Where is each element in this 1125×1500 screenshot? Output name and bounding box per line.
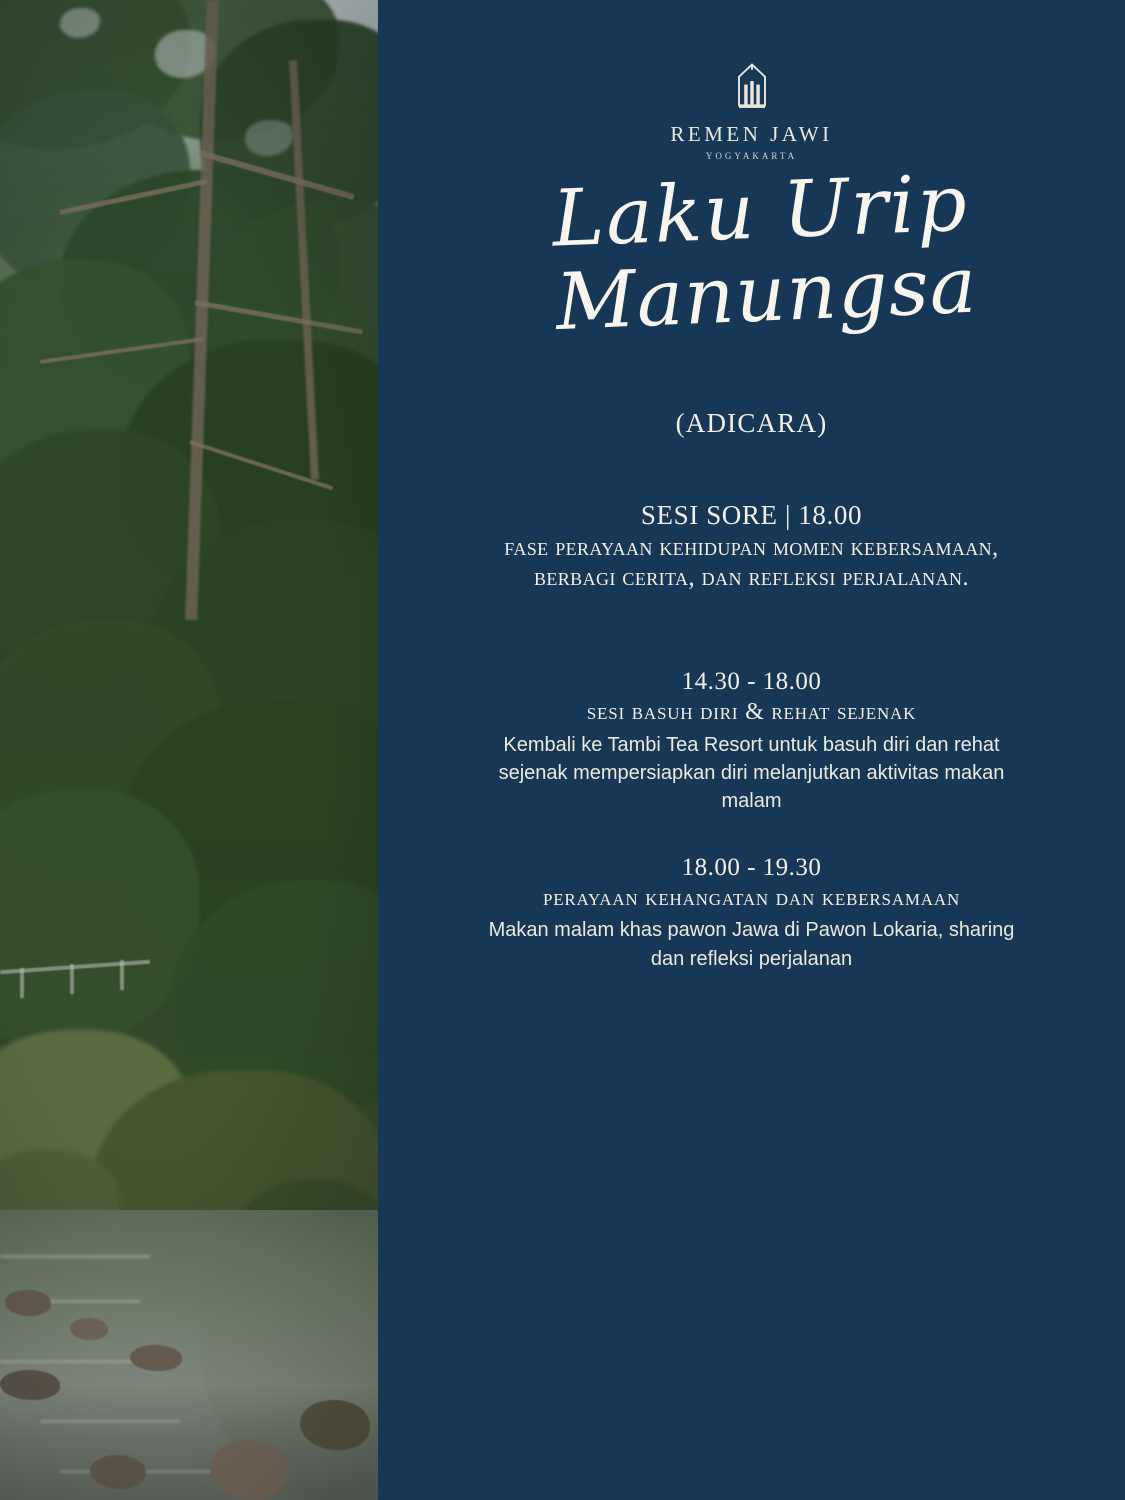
session-block [378, 500, 1125, 592]
list-item [486, 854, 1017, 973]
session-description: fase perayaan kehidupan momen kebersamaan, berbagi cerita, dan refleksi perjalanan. [504, 534, 999, 591]
schedule-body: Kembali ke Tambi Tea Resort untuk basuh diri dan rehat sejenak mempersiapkan diri melanjutkan aktivitas makan malam [498, 733, 1005, 813]
mosque-dome-icon [726, 62, 778, 114]
forest-river-photo [0, 0, 378, 1500]
page-title [378, 158, 1125, 349]
page-subtitle: (ADICARA) [675, 408, 828, 438]
schedule-time: 14.30 - 18.00 [681, 668, 822, 695]
brand-city: YOGYAKARTA [705, 151, 798, 161]
poster-content [378, 0, 1125, 1500]
schedule-list [378, 668, 1125, 1011]
schedule-time: 18.00 - 19.30 [681, 853, 822, 881]
title-line-1: Laku Urip [550, 158, 971, 265]
list-item [486, 668, 1017, 816]
photo-vignette [0, 0, 378, 1500]
title-line-2: Manungsa [553, 240, 979, 349]
schedule-title: perayaan kehangatan dan kebersamaan [542, 884, 961, 911]
session-heading: SESI SORE | 18.00 [640, 500, 863, 530]
schedule-body: Makan malam khas pawon Jawa di Pawon Lokaria, sharing dan refleksi perjalanan [488, 919, 1015, 970]
schedule-title: sesi basuh diri & rehat sejenak [586, 699, 917, 725]
brand-name: REMEN JAWI [670, 122, 833, 146]
brand-block [378, 62, 1125, 161]
